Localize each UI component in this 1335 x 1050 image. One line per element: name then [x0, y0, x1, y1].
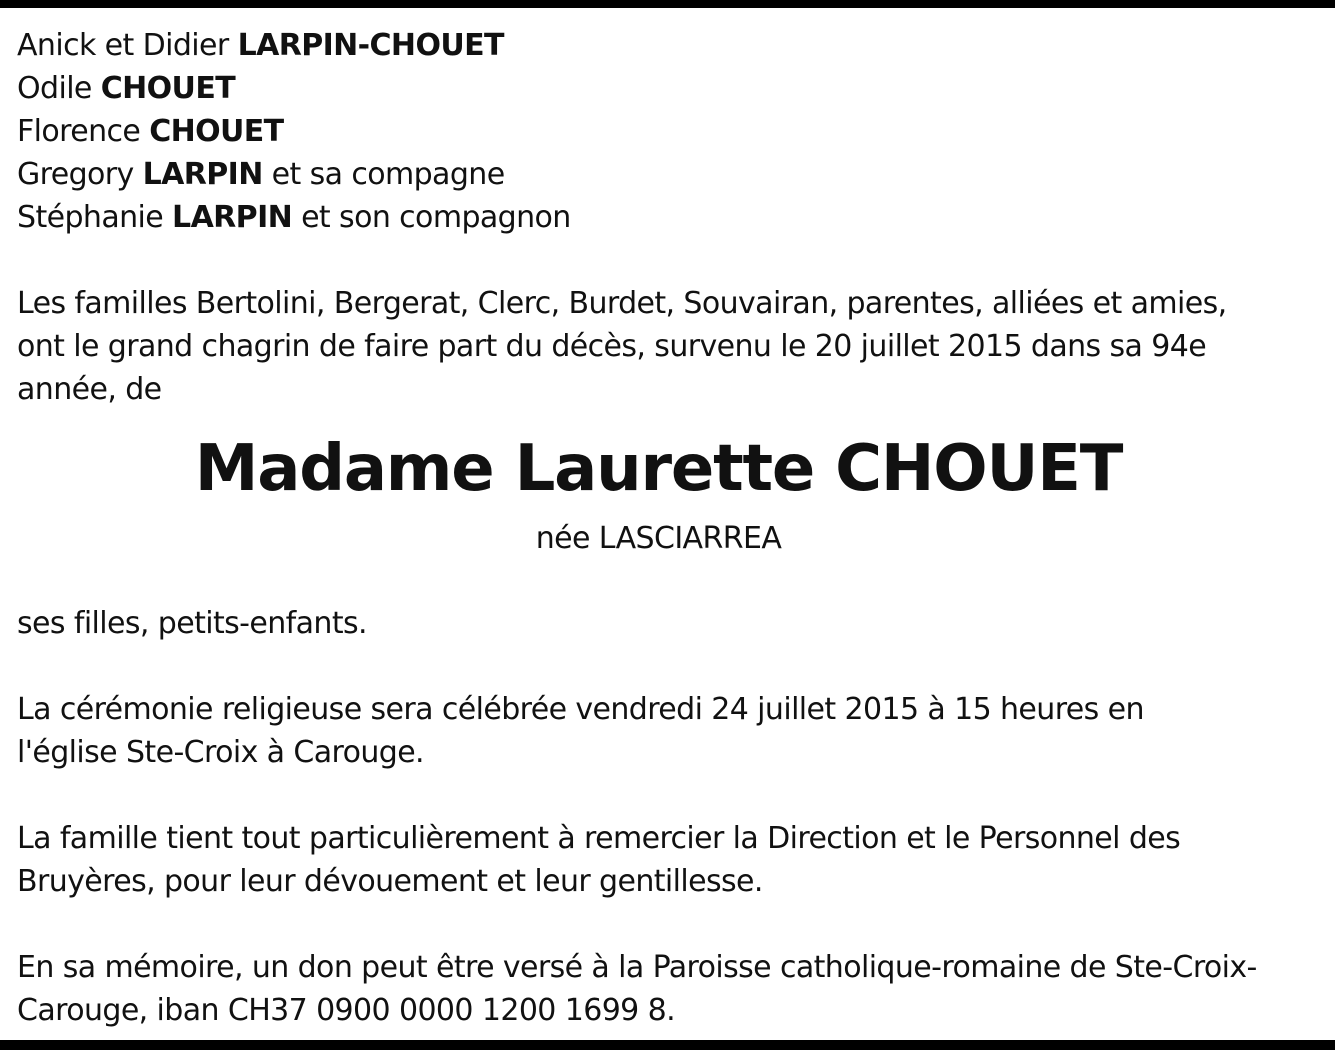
mourner-suffix: et son compagnon [301, 200, 571, 235]
mourner-line [17, 153, 1317, 196]
thanks-line: La famille tient tout particulièrement à remercier la Direction et le Personnel des [17, 821, 1181, 856]
mourner-first-name: Florence [17, 114, 141, 149]
mourner-first-name: Anick et Didier [17, 28, 229, 63]
mourner-first-name: Stéphanie [17, 200, 164, 235]
bottom-border-rule [0, 1040, 1335, 1050]
announcement-line: année, de [17, 372, 162, 407]
mourner-suffix: et sa compagne [271, 157, 505, 192]
mourner-line [17, 110, 1317, 153]
mourners-list [17, 24, 1317, 239]
deceased-birth-name: née LASCIARREA [535, 521, 782, 556]
mourner-surname: CHOUET [100, 71, 236, 106]
death-notice [17, 24, 1317, 1032]
announcement-line: Les familles Bertolini, Bergerat, Clerc, Burdet, Souvairan, parentes, alliées et amies, [17, 286, 1227, 321]
thanks-line: Bruyères, pour leur dévouement et leur gentillesse. [17, 864, 763, 899]
relation-text: ses filles, petits-enfants. [17, 606, 367, 641]
relation-line [17, 602, 1317, 645]
mourner-surname: LARPIN [142, 157, 263, 192]
deceased-name: Madame Laurette CHOUET [194, 432, 1123, 506]
ceremony-line: La cérémonie religieuse sera célébrée vendredi 24 juillet 2015 à 15 heures en [17, 692, 1144, 727]
announcement-paragraph [17, 282, 1317, 411]
donation-line: Carouge, iban CH37 0900 0000 1200 1699 8. [17, 993, 676, 1028]
mourner-surname: LARPIN-CHOUET [237, 28, 504, 63]
mourner-surname: LARPIN [172, 200, 293, 235]
donation-line: En sa mémoire, un don peut être versé à la Paroisse catholique-romaine de Ste-Croix- [17, 950, 1257, 985]
top-border-rule [0, 0, 1335, 8]
donation-paragraph [17, 946, 1317, 1032]
ceremony-line: l'église Ste-Croix à Carouge. [17, 735, 424, 770]
mourner-surname: CHOUET [149, 114, 284, 149]
mourner-line [17, 24, 1317, 67]
mourner-first-name: Odile [17, 71, 92, 106]
mourner-first-name: Gregory [17, 157, 134, 192]
mourner-line [17, 67, 1317, 110]
thanks-paragraph [17, 817, 1317, 903]
mourner-line [17, 196, 1317, 239]
announcement-line: ont le grand chagrin de faire part du décès, survenu le 20 juillet 2015 dans sa 94e [17, 329, 1207, 364]
ceremony-paragraph [17, 688, 1317, 774]
